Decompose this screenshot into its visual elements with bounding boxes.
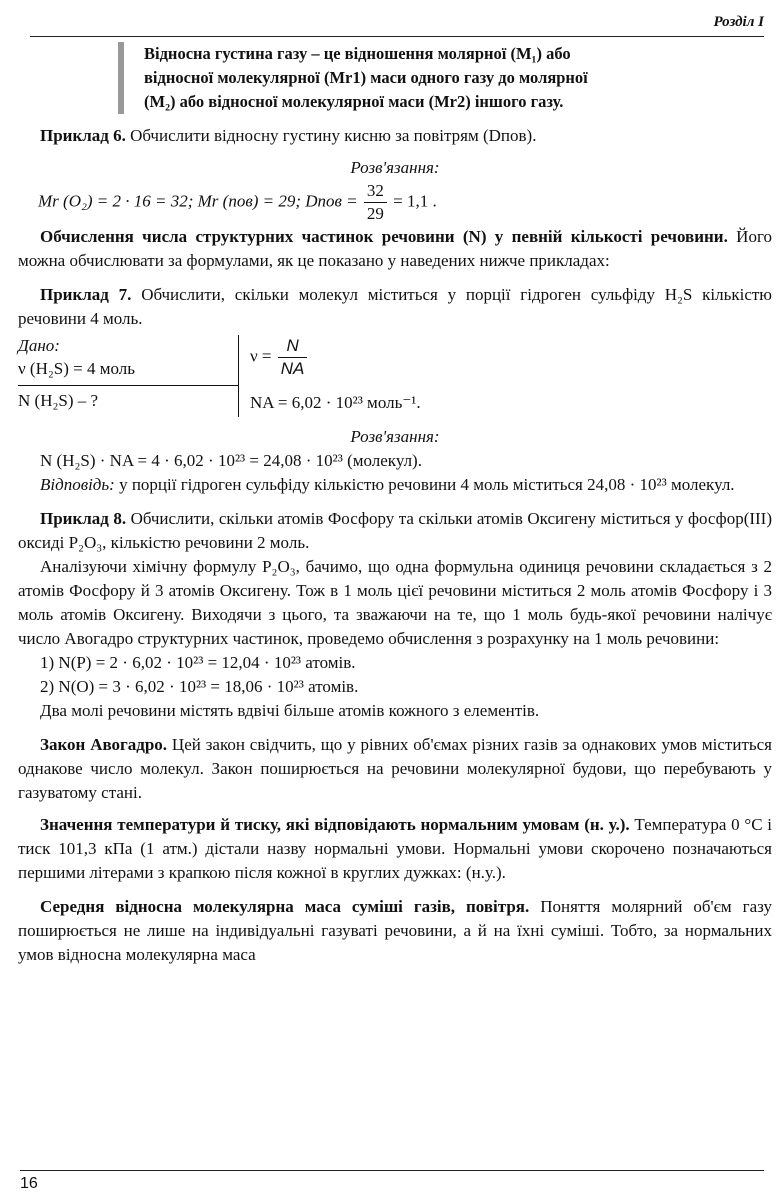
answer-paragraph: [18, 473, 772, 497]
definition-block: [118, 42, 772, 114]
page-footer: [20, 1170, 764, 1192]
particles-text: Його можна обчислювати за формулами, як це показано у наведених нижче прикладах:: [18, 227, 772, 270]
normal-heading: Значення температури й тиску, які відповідають нормальним умовам (н. у.).: [40, 815, 630, 834]
solution-heading: Розв'язання:: [350, 158, 440, 177]
avogadro-heading: Закон Авогадро.: [40, 735, 168, 754]
list-item: 1) N(P) = 2 · 6,02 · 10²³ = 12,04 · 10²³ атомів.: [40, 653, 356, 672]
solution-line: N (H₂S) · NA = 4 · 6,02 · 10²³ = 24,08 · 10²³ (молекул).: [40, 451, 422, 470]
nu-formula: [250, 335, 309, 380]
solution-heading: Розв'язання:: [350, 427, 440, 446]
example-label: Приклад 6.: [40, 126, 126, 145]
nu-lhs: ν =: [250, 346, 272, 366]
definition-line: Відносна густина газу – це відношення молярної (M₁) або: [144, 44, 571, 63]
analysis-paragraph: Аналізуючи хімічну формулу P₂O₃, бачимо, що одна формульна одиниця речовини складається з 2 атомів Фосфору й 3 атомів Оксигену. Тож в 1 моль цієї речовини міститься 2 моль атомів Фосфору і 3 моль атомів Оксигену. Виходячи з цього, та зважаючи на те, що 1 моль будь-якої речовини налічує число Авогадро структурних частинок, проведемо обчислення з розрахунку на 1 моль речовини:: [18, 557, 772, 648]
conclusion-paragraph: Два молі речовини містять вдвічі більше атомів кожного з елементів.: [40, 701, 540, 720]
example-text: Обчислити, скільки молекул міститься у порції гідроген сульфіду H₂S кількістю речовини 4 моль.: [18, 285, 773, 328]
example-7: [18, 283, 772, 331]
fraction-numerator: 32: [364, 180, 387, 203]
avogadro-constant: NA = 6,02 · 10²³ моль⁻¹.: [250, 393, 421, 412]
avogadro-law: [18, 733, 772, 805]
list-item: 2) N(O) = 3 · 6,02 · 10²³ = 18,06 · 10²³ атомів.: [40, 677, 359, 696]
example-8: [18, 507, 772, 555]
density-fraction: [364, 180, 387, 225]
density-formula: [18, 180, 772, 225]
normal-conditions: [18, 813, 772, 885]
fraction-denominator: NA: [280, 359, 305, 378]
given-heading: Дано:: [18, 336, 60, 355]
definition-line: (M₂) або відносної молекулярної маси (Mr2) іншого газу.: [144, 92, 564, 111]
formula-left: Mr (O₂) = 2 · 16 = 32; Mr (пов) = 29; Dпов =: [38, 191, 358, 211]
answer-text: у порції гідроген сульфіду кількістю речовини 4 моль міститься 24,08 · 10²³ молекул.: [119, 475, 735, 494]
answer-label: Відповідь:: [40, 475, 115, 494]
given-divider-horizontal: [18, 385, 238, 386]
page-number: 16: [20, 1175, 38, 1192]
given-divider-vertical: [238, 335, 239, 417]
particles-paragraph: [18, 225, 772, 273]
example-label: Приклад 7.: [40, 285, 132, 304]
example-text: Обчислити відносну густину кисню за повітрям (Dпов).: [130, 126, 537, 145]
given-table: [18, 335, 772, 417]
find-value: N (H₂S) – ?: [18, 391, 99, 410]
definition-line: відносної молекулярної (Mr1) маси одного газу до молярної: [144, 68, 588, 87]
average-mass: [18, 895, 772, 967]
page-content: [18, 42, 772, 967]
nu-fraction: [278, 335, 308, 380]
example-6: [18, 124, 772, 148]
example-text: Обчислити, скільки атомів Фосфору та скільки атомів Оксигену міститься у фосфор(III) оксиді P₂O₃, кількістю речовини 2 моль.: [18, 509, 772, 552]
average-heading: Середня відносна молекулярна маса суміші газів, повітря.: [40, 897, 530, 916]
particles-heading: Обчислення числа структурних частинок речовини (N) у певній кількості речовини.: [40, 227, 728, 246]
page-header: [30, 8, 764, 37]
fraction-denominator: 29: [366, 204, 384, 223]
section-label: Розділ I: [713, 14, 764, 30]
fraction-numerator: N: [278, 335, 308, 358]
example-label: Приклад 8.: [40, 509, 127, 528]
given-value: ν (H₂S) = 4 моль: [18, 359, 136, 378]
average-text: Поняття молярний об'єм газу поширюється не лише на індивідуальні газуваті речовини, а й на їхні суміші. Тобто, за нормальних умов відносна молекулярна маса: [18, 897, 773, 964]
normal-text: Температура 0 °C і тиск 101,3 кПа (1 атм.) дістали назву нормальні умови. Нормальні умови скорочено позначаються першими літерами з крапкою після кожної в круглих дужках: (н.у.).: [18, 815, 772, 882]
formula-right: = 1,1 .: [393, 191, 437, 211]
avogadro-text: Цей закон свідчить, що у рівних об'ємах різних газів за однакових умов міститься однакове число молекул. Закон поширюється на речовини молекулярної будови, що перебувають у газуватому стані.: [18, 735, 772, 802]
